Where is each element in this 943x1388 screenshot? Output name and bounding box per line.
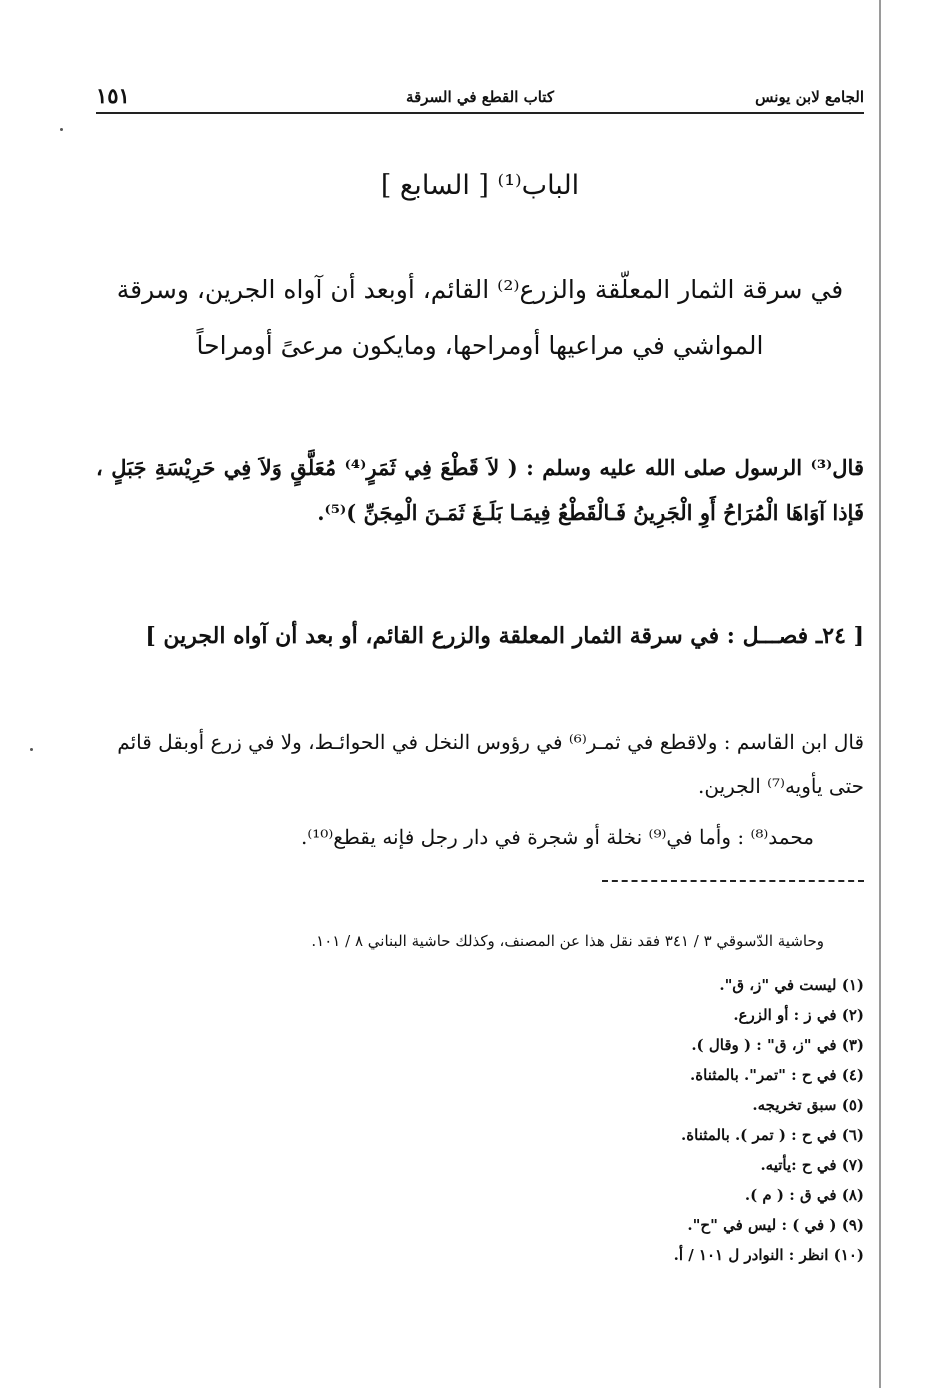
footnote-item: (١) ليست في "ز، ق". — [719, 976, 864, 994]
subtitle-line: في سرقة الثمار المعلّقة والزرع⁽²⁾ القائم، أوبعد أن آواه الجرين، وسرقة — [116, 275, 844, 304]
footnote-list — [96, 970, 864, 1270]
footnote-item: (٤) في ح : "تمر". بالمثناة. — [690, 1066, 864, 1084]
chapter-title: الباب⁽¹⁾ [ السابع ] — [380, 170, 580, 201]
book-page — [96, 0, 864, 1388]
header-book-title: كتاب القطع في السرقة — [406, 88, 554, 106]
scan-edge-line — [879, 0, 881, 1388]
hadith-paragraph: قال⁽³⁾ الرسول صلى الله عليه وسلم : ( لاَ قَطْعَ فِي ثَمَرٍ⁽⁴⁾ مُعَلَّقٍ وَلاَ فِي حَرِيْسَةِ جَبَلٍ ، فَإذا آوَاهَا الْمُرَاحُ أَوِ الْجَرِينُ فَـالْقَطْعُ فِيمَـا بَلَـغَ ثَمَـنَ الْمِجَنِّ )⁽⁵⁾. — [96, 455, 864, 525]
footnote-item: (٨) في ق : ( م ). — [744, 1186, 864, 1204]
footnote-item: (٩) ( في ) : ليس في "ح". — [687, 1216, 864, 1234]
body-paragraph: محمد⁽⁸⁾ : وأما في⁽⁹⁾ نخلة أو شجرة في دار رجل فإنه يقطع⁽¹⁰⁾. — [301, 825, 814, 849]
footnote-separator — [602, 880, 864, 882]
body-paragraph: قال ابن القاسم : ولاقطع في ثمـر⁽⁶⁾ في رؤوس النخل في الحوائـط، ولا في زرع أوبقل قائم حتى يأويه⁽⁷⁾ الجرين. — [117, 730, 864, 798]
header-author: الجامع لابن يونس — [755, 88, 864, 106]
footnote-item: (٥) سبق تخريجه. — [752, 1096, 864, 1114]
page-number: ١٥١ — [96, 83, 130, 108]
scan-speck — [30, 748, 33, 751]
footnote-item: (٢) في ز : أو الزرع. — [733, 1006, 864, 1024]
chapter-subtitle — [96, 262, 864, 374]
footnote-item: (٦) في ح : ( تمر ). بالمثناة. — [681, 1126, 864, 1144]
footnote-item: (٣) في "ز، ق" : ( وقال ). — [691, 1036, 864, 1054]
footnote-continuation: وحاشية الدّسوقي ٣ / ٣٤١ فقد نقل هذا عن المصنف، وكذلك حاشية البناني ٨ / ١٠١. — [311, 932, 824, 950]
footnote-item: (١٠) انظر : النوادر ل ١٠١ / أ. — [673, 1246, 864, 1264]
footnote-item: (٧) في ح :يأتيه. — [760, 1156, 864, 1174]
section-heading: [ ٢٤ـ فصـــل : في سرقة الثمار المعلقة والزرع القائم، أو بعد أن آواه الجرين ] — [145, 623, 864, 649]
subtitle-line: المواشي في مراعيها أومراحها، ومايكون مرعىً أومراحاً — [196, 331, 764, 360]
scan-speck — [60, 128, 63, 131]
running-header — [96, 83, 864, 114]
